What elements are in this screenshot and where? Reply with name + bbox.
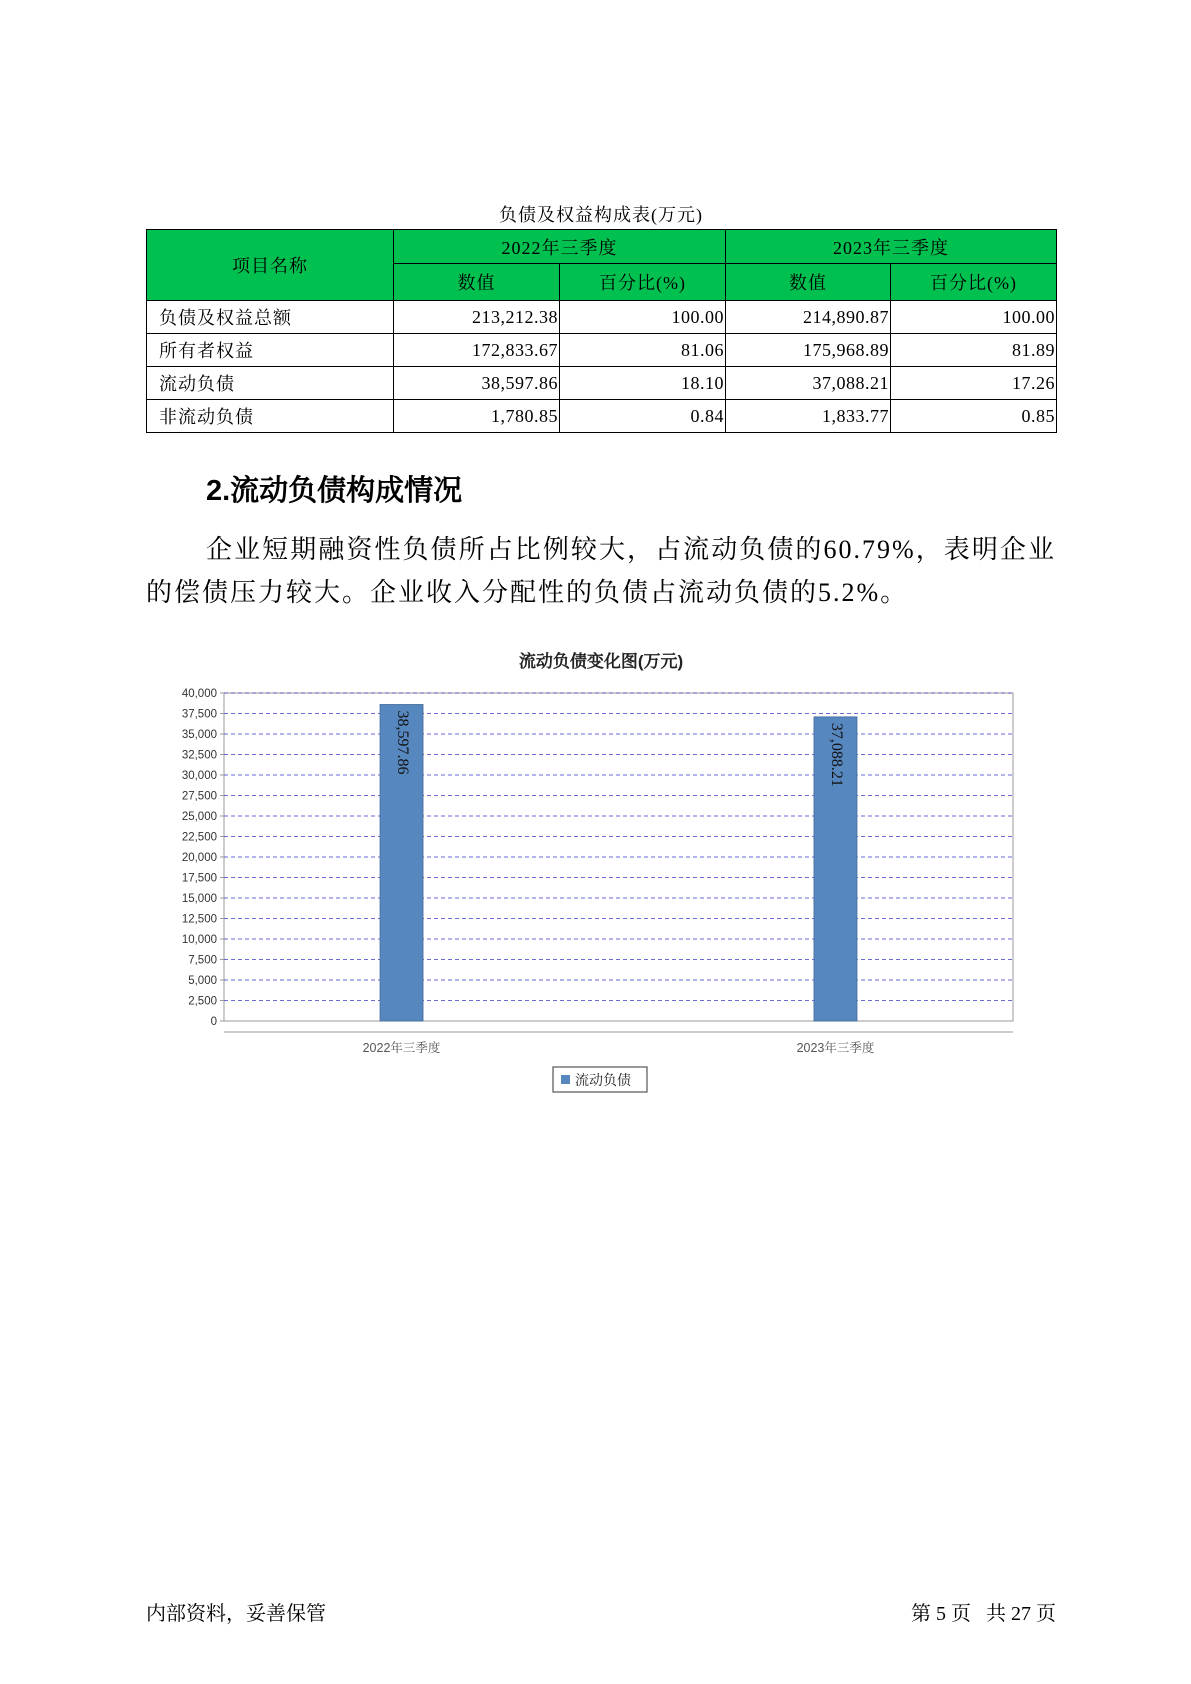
legend-label: 流动负债 <box>575 1072 631 1088</box>
y-tick-label: 35,000 <box>181 729 217 741</box>
percent-2023: 0.85 <box>891 400 1057 433</box>
x-axis-labels <box>363 1040 875 1055</box>
table-row <box>147 400 1057 433</box>
y-tick-label: 27,500 <box>181 790 217 803</box>
header-period-2022: 2022年三季度 <box>394 230 726 264</box>
percent-2022: 18.10 <box>560 367 726 400</box>
percent-2023: 100.00 <box>891 301 1057 334</box>
value-2023: 37,088.21 <box>726 367 891 400</box>
y-tick-label: 40,000 <box>181 688 217 700</box>
value-2022: 213,212.38 <box>394 301 560 334</box>
y-tick-label: 15,000 <box>181 893 217 905</box>
y-axis-ticks <box>182 688 224 1028</box>
chart-legend <box>553 1067 647 1092</box>
percent-2023: 81.89 <box>891 334 1057 367</box>
y-tick-label: 2,500 <box>188 995 217 1008</box>
percent-2022: 100.00 <box>560 301 726 334</box>
x-tick-label: 2023年三季度 <box>796 1041 875 1055</box>
table-row <box>147 301 1057 334</box>
x-tick-label: 2022年三季度 <box>362 1041 441 1055</box>
y-tick-label: 37,500 <box>181 708 217 721</box>
table-caption: 负债及权益构成表(万元) <box>499 205 703 225</box>
header-percent-2023: 百分比(%) <box>891 264 1057 301</box>
row-name: 负债及权益总额 <box>147 301 394 334</box>
value-2022: 1,780.85 <box>394 400 560 433</box>
row-name: 非流动负债 <box>147 400 394 433</box>
chart-title: 流动负债变化图(万元) <box>518 652 684 671</box>
bar-data-label: 38,597.86 <box>393 710 411 775</box>
liability-equity-table <box>146 229 1057 433</box>
header-item-name: 项目名称 <box>147 230 394 301</box>
percent-2023: 17.26 <box>891 367 1057 400</box>
y-tick-label: 12,500 <box>181 913 217 926</box>
y-tick-label: 20,000 <box>181 852 217 864</box>
y-tick-label: 5,000 <box>188 975 217 987</box>
table-row <box>147 334 1057 367</box>
table-row <box>147 367 1057 400</box>
percent-2022: 81.06 <box>560 334 726 367</box>
y-tick-label: 32,500 <box>181 749 217 762</box>
table-header-row <box>147 230 1057 264</box>
value-2023: 214,890.87 <box>726 301 891 334</box>
legend-swatch <box>561 1075 570 1084</box>
value-2022: 38,597.86 <box>394 367 560 400</box>
y-tick-label: 0 <box>210 1016 217 1028</box>
percent-2022: 0.84 <box>560 400 726 433</box>
paragraph-line-2: 的偿债压力较大。企业收入分配性的负债占流动负债的5.2%。 <box>146 578 909 607</box>
paragraph-line-1: 企业短期融资性负债所占比例较大，占流动负债的60.79%，表明企业 <box>206 535 1056 564</box>
header-value-2023: 数值 <box>726 264 891 301</box>
footer-confidential-note: 内部资料，妥善保管 <box>146 1603 326 1625</box>
row-name: 流动负债 <box>147 367 394 400</box>
header-percent-2022: 百分比(%) <box>560 264 726 301</box>
footer-page-number: 第 5 页 共 27 页 <box>911 1603 1056 1625</box>
y-tick-label: 17,500 <box>181 872 217 885</box>
header-period-2023: 2023年三季度 <box>726 230 1057 264</box>
y-tick-label: 10,000 <box>181 934 217 946</box>
y-tick-label: 30,000 <box>181 770 217 782</box>
row-name: 所有者权益 <box>147 334 394 367</box>
header-value-2022: 数值 <box>394 264 560 301</box>
section-heading: 2.流动负债构成情况 <box>206 475 463 507</box>
y-tick-label: 22,500 <box>181 831 217 844</box>
y-tick-label: 25,000 <box>181 811 217 823</box>
value-2023: 1,833.77 <box>726 400 891 433</box>
bar-data-label: 37,088.21 <box>827 722 845 787</box>
value-2022: 172,833.67 <box>394 334 560 367</box>
value-2023: 175,968.89 <box>726 334 891 367</box>
current-liabilities-chart <box>0 640 1191 1110</box>
y-tick-label: 7,500 <box>188 954 217 967</box>
